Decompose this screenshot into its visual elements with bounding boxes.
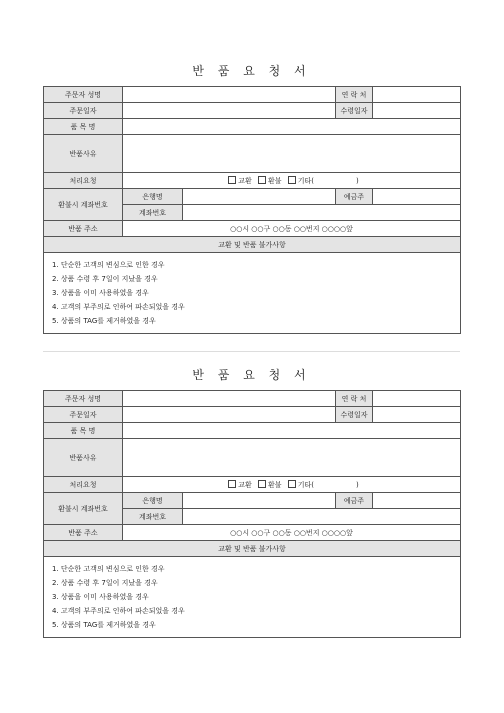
contact-label: 연 락 처 (336, 87, 373, 103)
note-item: 5. 상품의 TAG를 제거하였을 경우 (52, 621, 156, 629)
note-item: 3. 상품을 이미 사용하였을 경우 (52, 289, 149, 297)
other-close: ) (356, 481, 359, 489)
return-request-form-1 (43, 62, 460, 334)
bank-name-label: 은행명 (123, 189, 183, 205)
bank-name-label: 은행명 (123, 493, 183, 509)
contact-label: 연 락 처 (336, 391, 373, 407)
not-allowed-notes (44, 557, 461, 638)
item-name-field[interactable] (123, 119, 461, 135)
refund-checkbox[interactable] (258, 176, 266, 184)
exchange-label: 교환 (238, 177, 252, 185)
return-reason-label: 반품사유 (44, 135, 123, 173)
refund-label: 환불 (268, 177, 282, 185)
account-holder-label: 예금주 (336, 493, 373, 509)
return-address-field[interactable]: ○○시 ○○구 ○○동 ○○번지 ○○○○앞 (123, 525, 461, 541)
return-address-label: 반품 주소 (44, 525, 123, 541)
note-item: 4. 고객의 부주의로 인하여 파손되었을 경우 (52, 607, 185, 615)
processing-request-label: 처리요청 (44, 477, 123, 493)
note-item: 4. 고객의 부주의로 인하여 파손되었을 경우 (52, 303, 185, 311)
return-reason-field[interactable] (123, 439, 461, 477)
refund-account-label: 환불시 계좌번호 (44, 493, 123, 525)
refund-label: 환불 (268, 481, 282, 489)
account-number-field[interactable] (183, 509, 461, 525)
form-title: 반 품 요 청 서 (192, 64, 311, 78)
item-name-label: 품 목 명 (44, 119, 123, 135)
processing-request-label: 처리요청 (44, 173, 123, 189)
order-date-field[interactable] (123, 407, 336, 423)
form-title: 반 품 요 청 서 (192, 368, 311, 382)
note-item: 3. 상품을 이미 사용하였을 경우 (52, 593, 149, 601)
other-checkbox[interactable] (288, 480, 296, 488)
return-request-form-2 (43, 366, 460, 638)
account-holder-label: 예금주 (336, 189, 373, 205)
item-name-field[interactable] (123, 423, 461, 439)
return-reason-field[interactable] (123, 135, 461, 173)
order-date-label: 주문일자 (44, 103, 123, 119)
bank-name-field[interactable] (183, 189, 336, 205)
note-item: 1. 단순한 고객의 변심으로 인한 경우 (52, 261, 165, 269)
note-item: 1. 단순한 고객의 변심으로 인한 경우 (52, 565, 165, 573)
orderer-name-field[interactable] (123, 391, 336, 407)
refund-account-label: 환불시 계좌번호 (44, 189, 123, 221)
return-address-field[interactable]: ○○시 ○○구 ○○동 ○○번지 ○○○○앞 (123, 221, 461, 237)
other-checkbox[interactable] (288, 176, 296, 184)
not-allowed-header: 교환 및 반품 불가사항 (44, 237, 461, 253)
form-divider (43, 351, 460, 352)
exchange-checkbox[interactable] (228, 176, 236, 184)
account-number-field[interactable] (183, 205, 461, 221)
orderer-name-field[interactable] (123, 87, 336, 103)
order-date-field[interactable] (123, 103, 336, 119)
return-address-label: 반품 주소 (44, 221, 123, 237)
note-item: 2. 상품 수령 후 7일이 지났을 경우 (52, 579, 158, 587)
receive-date-field[interactable] (373, 407, 461, 423)
other-label: 기타( (297, 481, 315, 489)
orderer-name-label: 주문자 성명 (44, 391, 123, 407)
bank-name-field[interactable] (183, 493, 336, 509)
contact-field[interactable] (373, 391, 461, 407)
other-close: ) (356, 177, 359, 185)
form-table (43, 86, 461, 334)
item-name-label: 품 목 명 (44, 423, 123, 439)
account-number-label: 계좌번호 (123, 509, 183, 525)
not-allowed-notes (44, 253, 461, 334)
note-item: 5. 상품의 TAG를 제거하였을 경우 (52, 317, 156, 325)
contact-field[interactable] (373, 87, 461, 103)
order-date-label: 주문일자 (44, 407, 123, 423)
refund-checkbox[interactable] (258, 480, 266, 488)
exchange-checkbox[interactable] (228, 480, 236, 488)
processing-request-options (123, 477, 461, 493)
exchange-label: 교환 (238, 481, 252, 489)
form-table (43, 390, 461, 638)
return-reason-label: 반품사유 (44, 439, 123, 477)
note-item: 2. 상품 수령 후 7일이 지났을 경우 (52, 275, 158, 283)
orderer-name-label: 주문자 성명 (44, 87, 123, 103)
receive-date-label: 수령일자 (336, 103, 373, 119)
receive-date-label: 수령일자 (336, 407, 373, 423)
other-label: 기타( (297, 177, 315, 185)
account-number-label: 계좌번호 (123, 205, 183, 221)
account-holder-field[interactable] (373, 493, 461, 509)
receive-date-field[interactable] (373, 103, 461, 119)
not-allowed-header: 교환 및 반품 불가사항 (44, 541, 461, 557)
account-holder-field[interactable] (373, 189, 461, 205)
processing-request-options (123, 173, 461, 189)
